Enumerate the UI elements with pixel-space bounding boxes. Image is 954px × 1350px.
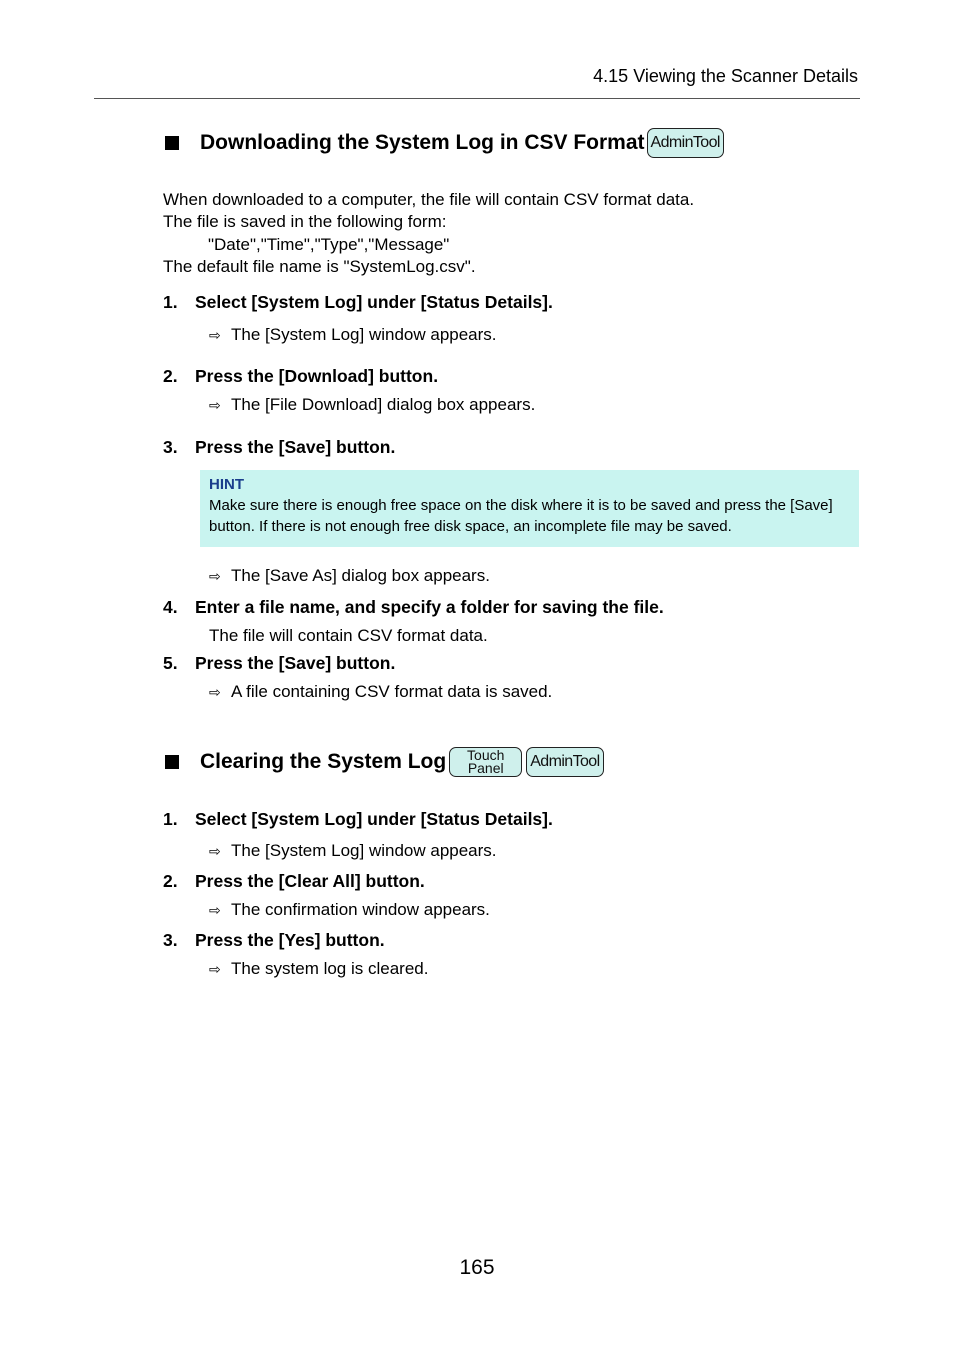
step-3 <box>163 437 395 458</box>
square-bullet-icon <box>165 136 179 150</box>
clear-step-1 <box>163 809 553 830</box>
intro-line-2: The file is saved in the following form: <box>163 212 447 231</box>
step-number: 3. <box>163 437 178 457</box>
step-text: Press the [Download] button. <box>195 366 439 386</box>
hint-label: HINT <box>209 476 244 493</box>
step-number: 2. <box>163 366 178 386</box>
step-3-result <box>209 566 490 586</box>
running-header: 4.15 Viewing the Scanner Details <box>593 66 858 86</box>
tag-line-1: Touch <box>467 747 505 763</box>
result-text: The [Save As] dialog box appears. <box>231 566 490 585</box>
admintool-tag: AdminTool <box>647 128 724 158</box>
admintool-tag: AdminTool <box>526 747 603 777</box>
hint-text: Make sure there is enough free space on the disk where it is to be saved and press the [Save] button. If there is not enough free disk space, an incomplete file may be saved. <box>209 497 833 535</box>
clear-step-1-result <box>209 841 497 861</box>
hint-box <box>200 470 859 547</box>
step-text: Press the [Yes] button. <box>195 930 385 950</box>
step-text: Select [System Log] under [Status Details]. <box>195 292 553 312</box>
step-number: 1. <box>163 809 178 829</box>
step-number: 4. <box>163 597 178 617</box>
hollow-right-arrow-icon: ⇨ <box>209 327 221 343</box>
result-text: The confirmation window appears. <box>231 900 490 919</box>
step-2-result <box>209 395 535 415</box>
step-text: Press the [Save] button. <box>195 437 396 457</box>
step-text: Press the [Save] button. <box>195 653 396 673</box>
step-1 <box>163 292 553 313</box>
touch-panel-tag <box>449 747 522 777</box>
step-text: Press the [Clear All] button. <box>195 871 425 891</box>
tag-line-2: Panel <box>467 760 504 776</box>
page-number: 165 <box>459 1256 495 1279</box>
hollow-right-arrow-icon: ⇨ <box>209 902 221 918</box>
clear-step-2 <box>163 871 425 892</box>
hollow-right-arrow-icon: ⇨ <box>209 843 221 859</box>
result-text: The system log is cleared. <box>231 959 429 978</box>
step-4 <box>163 597 664 618</box>
intro-format-line: "Date","Time","Type","Message" <box>208 235 450 254</box>
step-text: Select [System Log] under [Status Details]. <box>195 809 553 829</box>
intro-line-4: The default file name is "SystemLog.csv". <box>163 257 476 276</box>
step-number: 1. <box>163 292 178 312</box>
result-text: The [File Download] dialog box appears. <box>231 395 536 414</box>
clear-step-3-result <box>209 959 428 979</box>
result-text: The [System Log] window appears. <box>231 325 497 344</box>
step-number: 5. <box>163 653 178 673</box>
hollow-right-arrow-icon: ⇨ <box>209 684 221 700</box>
step-2 <box>163 366 438 387</box>
step-number: 2. <box>163 871 178 891</box>
step-4-note: The file will contain CSV format data. <box>209 626 488 645</box>
step-number: 3. <box>163 930 178 950</box>
section-title: Clearing the System Log <box>200 750 447 773</box>
step-1-result <box>209 325 497 345</box>
result-text: A file containing CSV format data is saved. <box>231 682 553 701</box>
hollow-right-arrow-icon: ⇨ <box>209 568 221 584</box>
hollow-right-arrow-icon: ⇨ <box>209 961 221 977</box>
step-5 <box>163 653 395 674</box>
section-heading-download <box>163 128 724 158</box>
intro-line-1: When downloaded to a computer, the file will contain CSV format data. <box>163 190 695 209</box>
hollow-right-arrow-icon: ⇨ <box>209 397 221 413</box>
section-heading-clear <box>163 747 604 777</box>
square-bullet-icon <box>165 755 179 769</box>
step-5-result <box>209 682 552 702</box>
section-title: Downloading the System Log in CSV Format <box>200 131 645 154</box>
result-text: The [System Log] window appears. <box>231 841 497 860</box>
clear-step-3 <box>163 930 385 951</box>
step-text: Enter a file name, and specify a folder for saving the file. <box>195 597 664 617</box>
header-divider <box>94 98 860 99</box>
clear-step-2-result <box>209 900 490 920</box>
